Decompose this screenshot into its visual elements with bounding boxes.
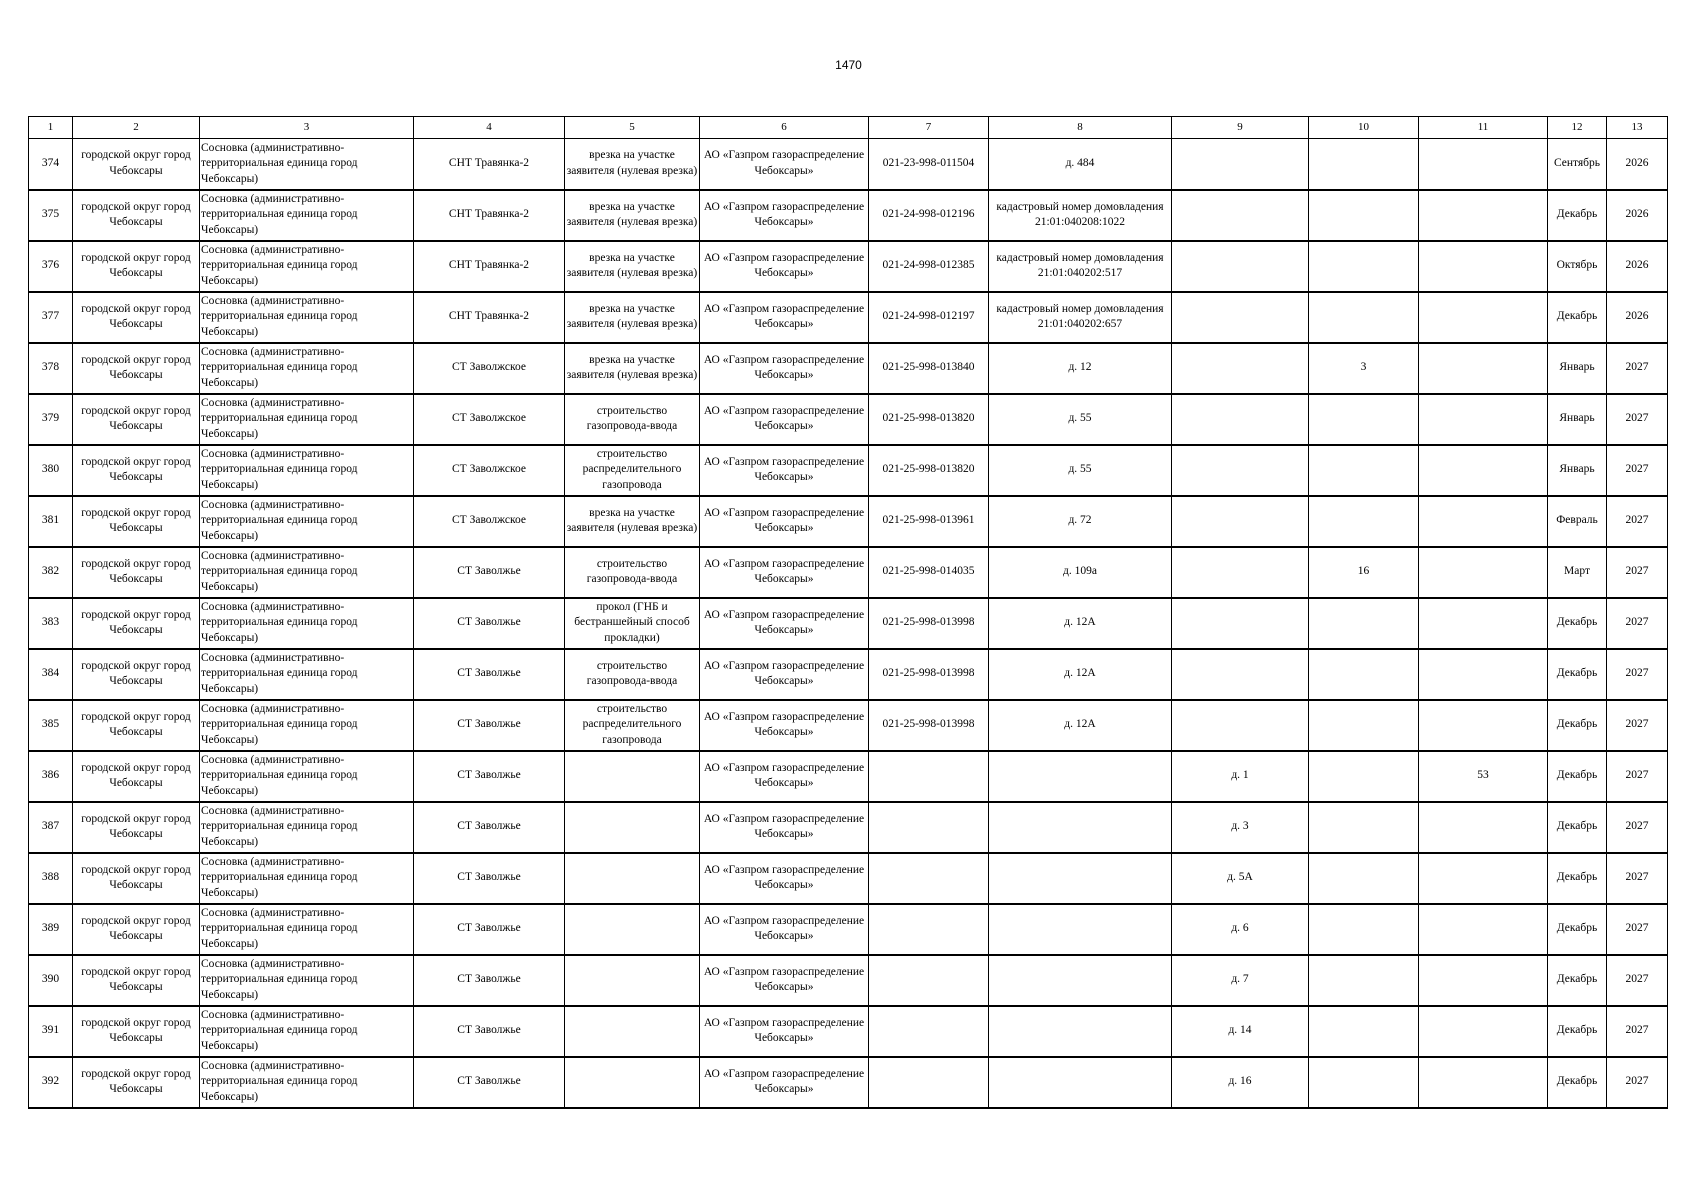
cell-district: городской округ город Чебоксары [73, 445, 200, 496]
cell-row-number: 383 [29, 598, 73, 649]
column-header-6: 6 [700, 117, 869, 139]
table-row [29, 802, 1668, 853]
cell-row-number: 378 [29, 343, 73, 394]
cell-district: городской округ город Чебоксары [73, 1057, 200, 1108]
cell-work-type: прокол (ГНБ и бестраншейный способ прокладки) [565, 598, 700, 649]
cell-partnership: СТ Заволжье [414, 1006, 565, 1057]
cell-district: городской округ город Чебоксары [73, 751, 200, 802]
table-row [29, 190, 1668, 241]
cell-partnership: СТ Заволжье [414, 700, 565, 751]
cell-partnership: СТ Заволжье [414, 649, 565, 700]
cell-value-11 [1419, 853, 1548, 904]
cell-partnership: СТ Заволжское [414, 343, 565, 394]
cell-organization: АО «Газпром газораспределение Чебоксары» [700, 241, 869, 292]
table-row [29, 292, 1668, 343]
cell-month: Декабрь [1548, 751, 1607, 802]
cell-settlement: Сосновка (административно-территориальная единица город Чебоксары) [200, 1057, 414, 1108]
cell-work-type [565, 853, 700, 904]
cell-work-type: врезка на участке заявителя (нулевая врезка) [565, 292, 700, 343]
cell-address: кадастровый номер домовладения 21:01:040208:1022 [989, 190, 1172, 241]
cell-year: 2027 [1607, 343, 1668, 394]
cell-work-type: врезка на участке заявителя (нулевая врезка) [565, 241, 700, 292]
cell-application-number: 021-25-998-013998 [869, 649, 989, 700]
column-header-3: 3 [200, 117, 414, 139]
cell-row-number: 380 [29, 445, 73, 496]
cell-work-type [565, 802, 700, 853]
column-header-9: 9 [1172, 117, 1309, 139]
cell-address: кадастровый номер домовладения 21:01:040202:657 [989, 292, 1172, 343]
cell-value-10 [1309, 598, 1419, 649]
cell-month: Декабрь [1548, 904, 1607, 955]
cell-application-number: 021-25-998-013820 [869, 445, 989, 496]
column-header-2: 2 [73, 117, 200, 139]
cell-district: городской округ город Чебоксары [73, 1006, 200, 1057]
cell-plot-number [1172, 241, 1309, 292]
table-row [29, 139, 1668, 190]
cell-settlement: Сосновка (административно-территориальная единица город Чебоксары) [200, 394, 414, 445]
cell-work-type: врезка на участке заявителя (нулевая врезка) [565, 139, 700, 190]
cell-address: д. 12 [989, 343, 1172, 394]
cell-partnership: СНТ Травянка-2 [414, 139, 565, 190]
cell-month: Декабрь [1548, 955, 1607, 1006]
cell-organization: АО «Газпром газораспределение Чебоксары» [700, 292, 869, 343]
cell-settlement: Сосновка (административно-территориальная единица город Чебоксары) [200, 1006, 414, 1057]
cell-month: Сентябрь [1548, 139, 1607, 190]
cell-year: 2027 [1607, 394, 1668, 445]
cell-plot-number: д. 3 [1172, 802, 1309, 853]
cell-address [989, 802, 1172, 853]
table-row [29, 955, 1668, 1006]
cell-month: Декабрь [1548, 853, 1607, 904]
cell-settlement: Сосновка (административно-территориальная единица город Чебоксары) [200, 445, 414, 496]
cell-month: Январь [1548, 445, 1607, 496]
cell-row-number: 385 [29, 700, 73, 751]
cell-address: д. 55 [989, 394, 1172, 445]
cell-value-11 [1419, 139, 1548, 190]
cell-work-type [565, 1057, 700, 1108]
cell-value-10 [1309, 190, 1419, 241]
cell-value-10 [1309, 292, 1419, 343]
cell-organization: АО «Газпром газораспределение Чебоксары» [700, 649, 869, 700]
table-row [29, 853, 1668, 904]
cell-address: д. 484 [989, 139, 1172, 190]
cell-organization: АО «Газпром газораспределение Чебоксары» [700, 751, 869, 802]
cell-address [989, 1057, 1172, 1108]
cell-month: Декабрь [1548, 700, 1607, 751]
header-row [29, 117, 1668, 139]
cell-row-number: 374 [29, 139, 73, 190]
cell-plot-number [1172, 496, 1309, 547]
cell-organization: АО «Газпром газораспределение Чебоксары» [700, 1057, 869, 1108]
cell-row-number: 386 [29, 751, 73, 802]
cell-row-number: 381 [29, 496, 73, 547]
cell-district: городской округ город Чебоксары [73, 547, 200, 598]
cell-year: 2027 [1607, 955, 1668, 1006]
cell-district: городской округ город Чебоксары [73, 649, 200, 700]
cell-application-number [869, 751, 989, 802]
cell-plot-number: д. 7 [1172, 955, 1309, 1006]
cell-work-type: строительство газопровода-ввода [565, 394, 700, 445]
cell-value-10 [1309, 445, 1419, 496]
cell-month: Декабрь [1548, 649, 1607, 700]
cell-value-11: 53 [1419, 751, 1548, 802]
cell-organization: АО «Газпром газораспределение Чебоксары» [700, 802, 869, 853]
cell-value-10 [1309, 700, 1419, 751]
cell-plot-number: д. 5А [1172, 853, 1309, 904]
cell-value-10 [1309, 1057, 1419, 1108]
cell-plot-number [1172, 649, 1309, 700]
cell-row-number: 392 [29, 1057, 73, 1108]
cell-application-number: 021-24-998-012196 [869, 190, 989, 241]
cell-organization: АО «Газпром газораспределение Чебоксары» [700, 190, 869, 241]
cell-address: д. 72 [989, 496, 1172, 547]
cell-partnership: СТ Заволжское [414, 496, 565, 547]
cell-year: 2027 [1607, 1057, 1668, 1108]
cell-year: 2027 [1607, 649, 1668, 700]
cell-settlement: Сосновка (административно-территориальная единица город Чебоксары) [200, 955, 414, 1006]
column-header-4: 4 [414, 117, 565, 139]
cell-application-number [869, 853, 989, 904]
cell-settlement: Сосновка (административно-территориальная единица город Чебоксары) [200, 853, 414, 904]
cell-year: 2027 [1607, 445, 1668, 496]
cell-address: д. 12А [989, 598, 1172, 649]
cell-value-10 [1309, 751, 1419, 802]
table-row [29, 241, 1668, 292]
table-row [29, 496, 1668, 547]
cell-work-type: строительство распределительного газопровода [565, 445, 700, 496]
cell-work-type: строительство распределительного газопровода [565, 700, 700, 751]
cell-partnership: СНТ Травянка-2 [414, 241, 565, 292]
cell-value-11 [1419, 1057, 1548, 1108]
cell-organization: АО «Газпром газораспределение Чебоксары» [700, 343, 869, 394]
cell-row-number: 390 [29, 955, 73, 1006]
cell-month: Октябрь [1548, 241, 1607, 292]
cell-partnership: СТ Заволжье [414, 1057, 565, 1108]
cell-application-number: 021-25-998-013820 [869, 394, 989, 445]
cell-plot-number [1172, 139, 1309, 190]
cell-month: Декабрь [1548, 1006, 1607, 1057]
cell-year: 2026 [1607, 139, 1668, 190]
cell-application-number [869, 955, 989, 1006]
cell-value-11 [1419, 292, 1548, 343]
cell-work-type [565, 904, 700, 955]
cell-value-10 [1309, 496, 1419, 547]
cell-value-11 [1419, 649, 1548, 700]
cell-organization: АО «Газпром газораспределение Чебоксары» [700, 904, 869, 955]
cell-value-11 [1419, 700, 1548, 751]
cell-address [989, 853, 1172, 904]
cell-district: городской округ город Чебоксары [73, 853, 200, 904]
cell-settlement: Сосновка (административно-территориальная единица город Чебоксары) [200, 598, 414, 649]
cell-year: 2027 [1607, 547, 1668, 598]
table-row [29, 1057, 1668, 1108]
cell-row-number: 384 [29, 649, 73, 700]
cell-work-type [565, 1006, 700, 1057]
cell-plot-number: д. 14 [1172, 1006, 1309, 1057]
cell-work-type: врезка на участке заявителя (нулевая врезка) [565, 496, 700, 547]
cell-application-number: 021-24-998-012385 [869, 241, 989, 292]
table-row [29, 1006, 1668, 1057]
table-row [29, 445, 1668, 496]
cell-settlement: Сосновка (административно-территориальная единица город Чебоксары) [200, 904, 414, 955]
cell-address [989, 904, 1172, 955]
cell-district: городской округ город Чебоксары [73, 904, 200, 955]
cell-month: Декабрь [1548, 190, 1607, 241]
cell-settlement: Сосновка (административно-территориальная единица город Чебоксары) [200, 547, 414, 598]
cell-value-11 [1419, 598, 1548, 649]
cell-value-10 [1309, 853, 1419, 904]
cell-plot-number: д. 16 [1172, 1057, 1309, 1108]
column-header-7: 7 [869, 117, 989, 139]
cell-address: д. 12А [989, 700, 1172, 751]
cell-settlement: Сосновка (административно-территориальная единица город Чебоксары) [200, 343, 414, 394]
cell-plot-number: д. 1 [1172, 751, 1309, 802]
cell-application-number: 021-25-998-013998 [869, 598, 989, 649]
cell-address: д. 55 [989, 445, 1172, 496]
cell-application-number: 021-25-998-013840 [869, 343, 989, 394]
cell-year: 2027 [1607, 700, 1668, 751]
cell-work-type [565, 751, 700, 802]
table-row [29, 700, 1668, 751]
cell-work-type: строительство газопровода-ввода [565, 649, 700, 700]
cell-plot-number: д. 6 [1172, 904, 1309, 955]
cell-district: городской округ город Чебоксары [73, 241, 200, 292]
cell-organization: АО «Газпром газораспределение Чебоксары» [700, 598, 869, 649]
cell-partnership: СТ Заволжское [414, 445, 565, 496]
cell-partnership: СТ Заволжье [414, 802, 565, 853]
cell-settlement: Сосновка (административно-территориальная единица город Чебоксары) [200, 139, 414, 190]
cell-month: Декабрь [1548, 292, 1607, 343]
cell-value-11 [1419, 547, 1548, 598]
table-row [29, 394, 1668, 445]
cell-organization: АО «Газпром газораспределение Чебоксары» [700, 445, 869, 496]
column-header-8: 8 [989, 117, 1172, 139]
cell-value-10 [1309, 649, 1419, 700]
cell-district: городской округ город Чебоксары [73, 598, 200, 649]
cell-plot-number [1172, 547, 1309, 598]
cell-month: Январь [1548, 394, 1607, 445]
page-number: 1470 [835, 58, 862, 72]
cell-value-11 [1419, 190, 1548, 241]
cell-row-number: 377 [29, 292, 73, 343]
cell-plot-number [1172, 445, 1309, 496]
cell-partnership: СТ Заволжье [414, 904, 565, 955]
cell-work-type: строительство газопровода-ввода [565, 547, 700, 598]
table-row [29, 904, 1668, 955]
cell-organization: АО «Газпром газораспределение Чебоксары» [700, 547, 869, 598]
cell-organization: АО «Газпром газораспределение Чебоксары» [700, 853, 869, 904]
cell-row-number: 382 [29, 547, 73, 598]
table-body [29, 139, 1668, 1108]
cell-organization: АО «Газпром газораспределение Чебоксары» [700, 700, 869, 751]
cell-organization: АО «Газпром газораспределение Чебоксары» [700, 955, 869, 1006]
cell-row-number: 379 [29, 394, 73, 445]
cell-value-10: 3 [1309, 343, 1419, 394]
column-header-5: 5 [565, 117, 700, 139]
cell-application-number: 021-24-998-012197 [869, 292, 989, 343]
cell-value-10 [1309, 139, 1419, 190]
cell-year: 2027 [1607, 751, 1668, 802]
cell-month: Декабрь [1548, 598, 1607, 649]
table-row [29, 343, 1668, 394]
cell-application-number: 021-23-998-011504 [869, 139, 989, 190]
cell-district: городской округ город Чебоксары [73, 139, 200, 190]
cell-application-number: 021-25-998-013998 [869, 700, 989, 751]
cell-partnership: СТ Заволжье [414, 547, 565, 598]
cell-year: 2027 [1607, 598, 1668, 649]
cell-value-10 [1309, 802, 1419, 853]
cell-plot-number [1172, 700, 1309, 751]
cell-partnership: СНТ Травянка-2 [414, 292, 565, 343]
cell-year: 2026 [1607, 292, 1668, 343]
cell-application-number [869, 1006, 989, 1057]
cell-partnership: СТ Заволжское [414, 394, 565, 445]
cell-district: городской округ город Чебоксары [73, 955, 200, 1006]
cell-plot-number [1172, 190, 1309, 241]
cell-settlement: Сосновка (административно-территориальная единица город Чебоксары) [200, 292, 414, 343]
table-row [29, 547, 1668, 598]
cell-work-type: врезка на участке заявителя (нулевая врезка) [565, 343, 700, 394]
cell-organization: АО «Газпром газораспределение Чебоксары» [700, 496, 869, 547]
column-header-1: 1 [29, 117, 73, 139]
cell-address: д. 109а [989, 547, 1172, 598]
column-header-11: 11 [1419, 117, 1548, 139]
cell-partnership: СТ Заволжье [414, 751, 565, 802]
cell-address: д. 12А [989, 649, 1172, 700]
cell-row-number: 391 [29, 1006, 73, 1057]
cell-district: городской округ город Чебоксары [73, 802, 200, 853]
cell-value-11 [1419, 802, 1548, 853]
cell-month: Декабрь [1548, 1057, 1607, 1108]
table-row [29, 751, 1668, 802]
cell-address [989, 1006, 1172, 1057]
cell-partnership: СТ Заволжье [414, 955, 565, 1006]
cell-settlement: Сосновка (административно-территориальная единица город Чебоксары) [200, 700, 414, 751]
cell-plot-number [1172, 598, 1309, 649]
cell-year: 2026 [1607, 190, 1668, 241]
cell-plot-number [1172, 343, 1309, 394]
cell-value-11 [1419, 904, 1548, 955]
cell-value-10 [1309, 904, 1419, 955]
cell-partnership: СТ Заволжье [414, 853, 565, 904]
cell-district: городской округ город Чебоксары [73, 394, 200, 445]
cell-settlement: Сосновка (административно-территориальная единица город Чебоксары) [200, 802, 414, 853]
cell-year: 2027 [1607, 853, 1668, 904]
table-row [29, 598, 1668, 649]
table-row [29, 649, 1668, 700]
cell-value-10 [1309, 241, 1419, 292]
cell-application-number: 021-25-998-013961 [869, 496, 989, 547]
cell-district: городской округ город Чебоксары [73, 292, 200, 343]
cell-month: Февраль [1548, 496, 1607, 547]
cell-settlement: Сосновка (административно-территориальная единица город Чебоксары) [200, 190, 414, 241]
cell-application-number [869, 802, 989, 853]
cell-district: городской округ город Чебоксары [73, 343, 200, 394]
cell-organization: АО «Газпром газораспределение Чебоксары» [700, 139, 869, 190]
column-header-12: 12 [1548, 117, 1607, 139]
cell-value-10 [1309, 394, 1419, 445]
cell-value-11 [1419, 955, 1548, 1006]
cell-year: 2027 [1607, 496, 1668, 547]
cell-address [989, 751, 1172, 802]
cell-value-10: 16 [1309, 547, 1419, 598]
cell-value-11 [1419, 241, 1548, 292]
cell-month: Март [1548, 547, 1607, 598]
cell-district: городской округ город Чебоксары [73, 190, 200, 241]
cell-address: кадастровый номер домовладения 21:01:040202:517 [989, 241, 1172, 292]
column-header-10: 10 [1309, 117, 1419, 139]
cell-settlement: Сосновка (административно-территориальная единица город Чебоксары) [200, 751, 414, 802]
cell-year: 2027 [1607, 1006, 1668, 1057]
cell-plot-number [1172, 292, 1309, 343]
register-table [28, 116, 1668, 1109]
cell-month: Декабрь [1548, 802, 1607, 853]
cell-year: 2027 [1607, 802, 1668, 853]
cell-plot-number [1172, 394, 1309, 445]
cell-address [989, 955, 1172, 1006]
cell-value-11 [1419, 343, 1548, 394]
cell-settlement: Сосновка (административно-территориальная единица город Чебоксары) [200, 649, 414, 700]
cell-row-number: 388 [29, 853, 73, 904]
cell-value-11 [1419, 394, 1548, 445]
cell-settlement: Сосновка (административно-территориальная единица город Чебоксары) [200, 241, 414, 292]
cell-value-11 [1419, 445, 1548, 496]
cell-value-10 [1309, 1006, 1419, 1057]
cell-district: городской округ город Чебоксары [73, 700, 200, 751]
cell-partnership: СНТ Травянка-2 [414, 190, 565, 241]
cell-year: 2027 [1607, 904, 1668, 955]
cell-value-11 [1419, 1006, 1548, 1057]
cell-value-10 [1309, 955, 1419, 1006]
cell-partnership: СТ Заволжье [414, 598, 565, 649]
cell-organization: АО «Газпром газораспределение Чебоксары» [700, 1006, 869, 1057]
cell-month: Январь [1548, 343, 1607, 394]
cell-district: городской округ город Чебоксары [73, 496, 200, 547]
cell-row-number: 376 [29, 241, 73, 292]
cell-work-type: врезка на участке заявителя (нулевая врезка) [565, 190, 700, 241]
cell-row-number: 387 [29, 802, 73, 853]
cell-row-number: 389 [29, 904, 73, 955]
cell-settlement: Сосновка (административно-территориальная единица город Чебоксары) [200, 496, 414, 547]
cell-application-number [869, 904, 989, 955]
cell-year: 2026 [1607, 241, 1668, 292]
column-header-13: 13 [1607, 117, 1668, 139]
cell-application-number [869, 1057, 989, 1108]
cell-application-number: 021-25-998-014035 [869, 547, 989, 598]
cell-row-number: 375 [29, 190, 73, 241]
cell-work-type [565, 955, 700, 1006]
cell-value-11 [1419, 496, 1548, 547]
cell-organization: АО «Газпром газораспределение Чебоксары» [700, 394, 869, 445]
